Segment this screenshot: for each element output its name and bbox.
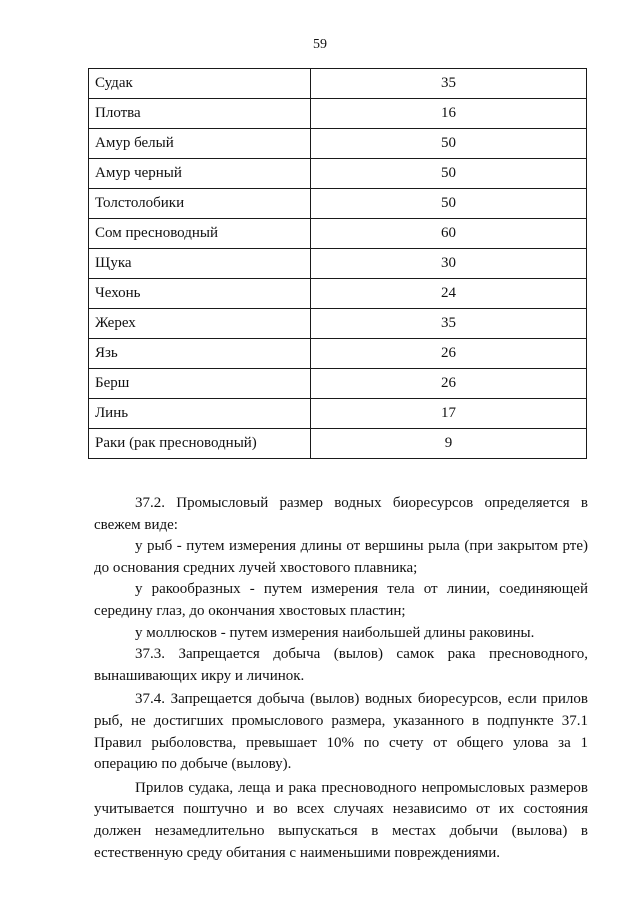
species-name-cell: Амур белый bbox=[89, 129, 311, 159]
species-name-cell: Язь bbox=[89, 339, 311, 369]
species-name-cell: Толстолобики bbox=[89, 189, 311, 219]
paragraph-37-3: 37.3. Запрещается добыча (вылов) самок рака пресноводного, вынашивающих икру и личинок. bbox=[94, 646, 588, 684]
table-row bbox=[89, 399, 587, 429]
body-text bbox=[94, 493, 588, 864]
species-size-cell: 35 bbox=[311, 309, 587, 339]
species-size-cell: 35 bbox=[311, 69, 587, 99]
species-size-cell: 26 bbox=[311, 369, 587, 399]
species-name-cell: Сом пресноводный bbox=[89, 219, 311, 249]
species-size-cell: 50 bbox=[311, 189, 587, 219]
species-name-cell: Берш bbox=[89, 369, 311, 399]
species-size-cell: 50 bbox=[311, 129, 587, 159]
species-size-table bbox=[88, 68, 587, 459]
table-row bbox=[89, 219, 587, 249]
species-size-cell: 30 bbox=[311, 249, 587, 279]
species-name-cell: Щука bbox=[89, 249, 311, 279]
table-row bbox=[89, 99, 587, 129]
paragraph-mollusk-measurement: у моллюсков - путем измерения наибольшей длины раковины. bbox=[135, 624, 535, 641]
species-name-cell: Жерех bbox=[89, 309, 311, 339]
paragraph-37-2: 37.2. Промысловый размер водных биоресурсов определяется в свежем виде: bbox=[94, 495, 588, 533]
table-row bbox=[89, 159, 587, 189]
species-size-cell: 50 bbox=[311, 159, 587, 189]
paragraph-fish-measurement: у рыб - путем измерения длины от вершины рыла (при закрытом рте) до основания средних лучей хвостового плавника; bbox=[94, 538, 588, 576]
species-size-cell: 16 bbox=[311, 99, 587, 129]
table-row bbox=[89, 279, 587, 309]
species-name-cell: Плотва bbox=[89, 99, 311, 129]
table-row bbox=[89, 339, 587, 369]
species-name-cell: Раки (рак пресноводный) bbox=[89, 429, 311, 459]
paragraph-bycatch-release: Прилов судака, леща и рака пресноводного непромысловых размеров учитывается поштучно и во всех случаях независимо от их состояния должен незамедлительно выпускаться в местах добычи (вылова) в естественную среду обитания с наименьшими повреждениями. bbox=[94, 779, 588, 861]
species-size-cell: 17 bbox=[311, 399, 587, 429]
species-size-cell: 26 bbox=[311, 339, 587, 369]
paragraph-crustacean-measurement: у ракообразных - путем измерения тела от линии, соединяющей середину глаз, до окончания хвостовых пластин; bbox=[94, 581, 588, 619]
table-row bbox=[89, 429, 587, 459]
table-row bbox=[89, 189, 587, 219]
species-size-cell: 24 bbox=[311, 279, 587, 309]
species-size-cell: 9 bbox=[311, 429, 587, 459]
paragraph-37-4: 37.4. Запрещается добыча (вылов) водных биоресурсов, если прилов рыб, не достигших промыслового размера, указанного в подпункте 37.1 Правил рыболовства, превышает 10% по счету от общего улова за 1 операцию по добыче (вылову). bbox=[94, 691, 588, 773]
species-name-cell: Амур черный bbox=[89, 159, 311, 189]
species-name-cell: Судак bbox=[89, 69, 311, 99]
page-number: 59 bbox=[313, 37, 327, 52]
table-row bbox=[89, 249, 587, 279]
table-row bbox=[89, 309, 587, 339]
table-row bbox=[89, 69, 587, 99]
species-name-cell: Линь bbox=[89, 399, 311, 429]
table-row bbox=[89, 369, 587, 399]
species-size-cell: 60 bbox=[311, 219, 587, 249]
species-name-cell: Чехонь bbox=[89, 279, 311, 309]
table-row bbox=[89, 129, 587, 159]
